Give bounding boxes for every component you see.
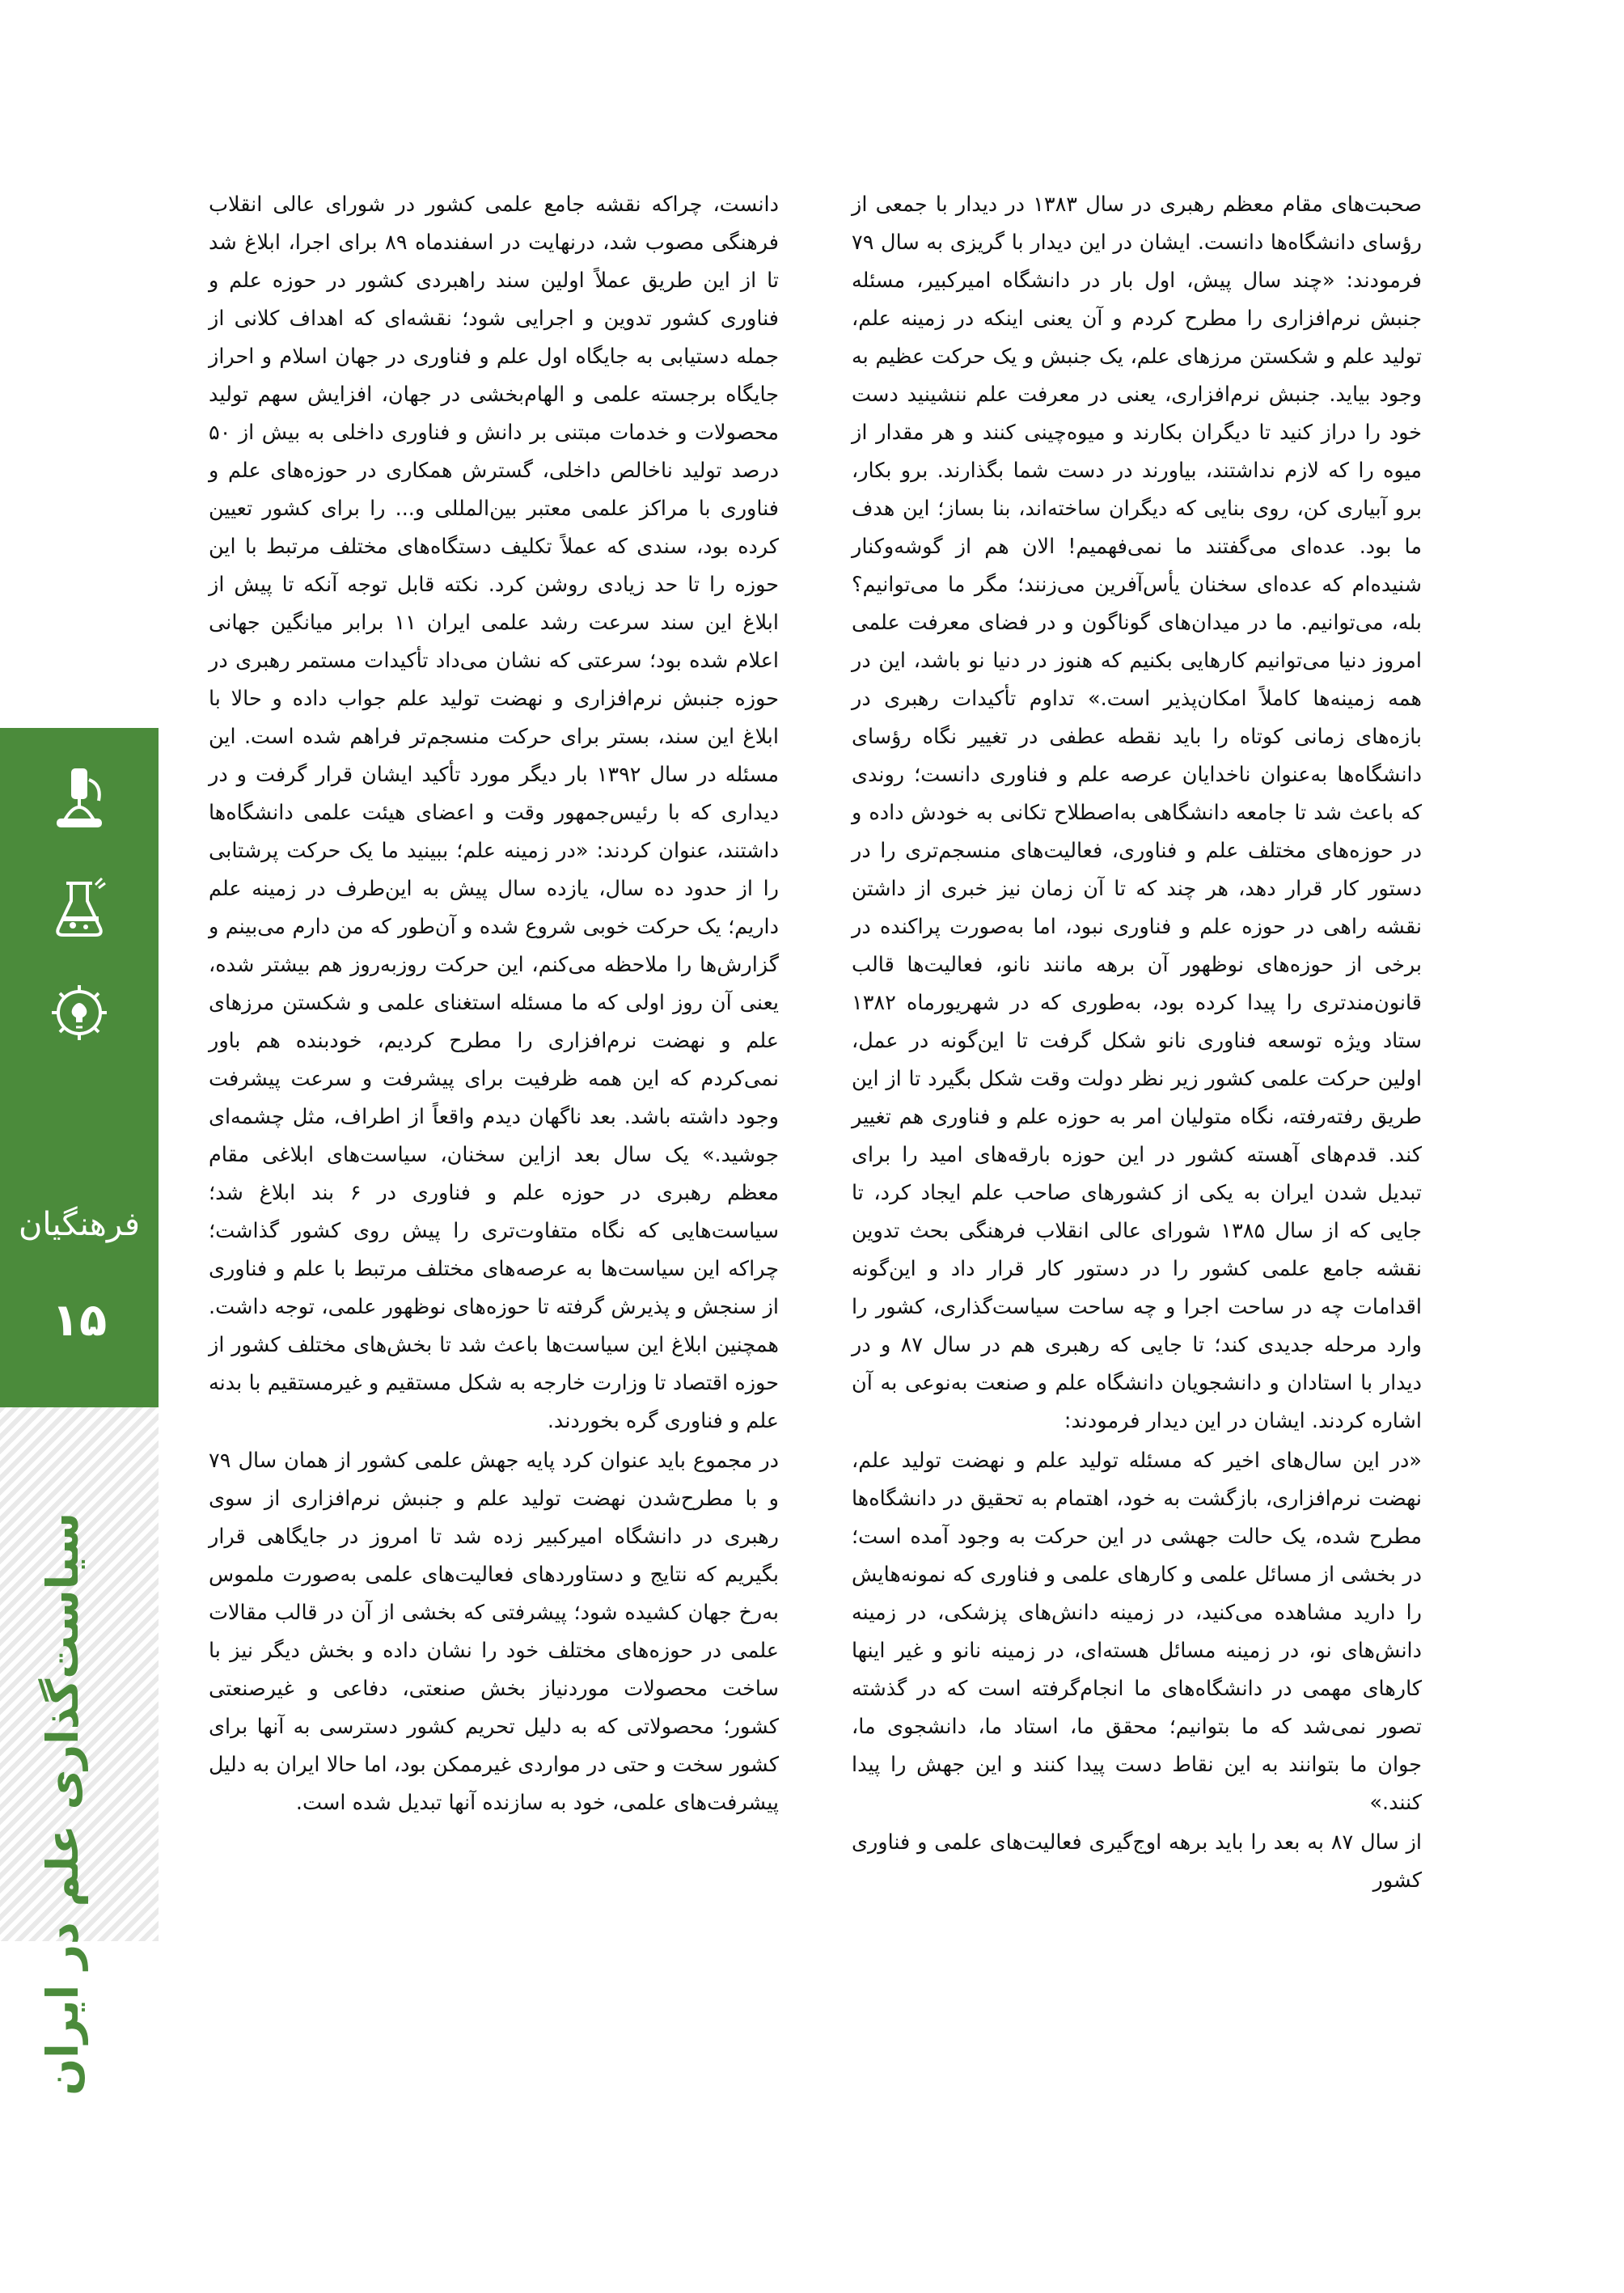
page-number: ۱۵ (51, 1294, 108, 1347)
column-right (852, 186, 1422, 1902)
paragraph: از سال ۸۷ به بعد را باید برهه اوج‌گیری فعالیت‌های علمی و فناوری کشور (852, 1830, 1422, 1893)
column-left (209, 186, 779, 1902)
paragraph: دانست، چراکه نقشه جامع علمی کشور در شورای عالی انقلاب فرهنگی مصوب شد، درنهایت در اسفندماه ۸۹ برای اجرا، ابلاغ شد تا از این طریق عملاً اولین سند راهبردی کشور در حوزه علم و فناوری کشور تدوین و اجرایی شود؛ نقشه‌ای که اهداف کلانی از جمله دستیابی به جایگاه اول علم و فناوری در جهان اسلام و احراز جایگاه برجسته علمی و الهام‌بخشی در جهان، افزایش سهم تولید محصولات و خدمات مبتنی بر دانش و فناوری داخلی به بیش از ۵۰ درصد تولید ناخالص داخلی، گسترش همکاری در حوزه‌های علم و فناوری با مراکز علمی معتبر بین‌المللی و... را برای کشور تعیین کرده بود، سندی که عملاً تکلیف دستگاه‌های مختلف مرتبط با این حوزه را تا حد زیادی روشن کرد. نکته قابل توجه آنکه تا پیش از ابلاغ این سند سرعت رشد علمی ایران ۱۱ برابر میانگین جهانی اعلام شده بود؛ سرعتی که نشان می‌داد تأکیدات مستمر رهبری در حوزه جنبش نرم‌افزاری و نهضت تولید علم جواب داده و حالا با ابلاغ این سند، بستر برای حرکت منسجم‌تر فراهم شده است. این مسئله در سال ۱۳۹۲ بار دیگر مورد تأکید ایشان قرار گرفت و در دیداری که با رئیس‌جمهور وقت و اعضای هیئت علمی دانشگاه‌ها داشتند، عنوان کردند: «در زمینه علم؛ ببینید ما یک حرکت پرشتابی را از حدود ده سال، یازده سال پیش به این‌طرف در زمینه علم داریم؛ یک حرکت خوبی شروع شده و آن‌طور که من دارم می‌بینم و گزارش‌ها را ملاحظه می‌کنم، این حرکت روزبه‌روز هم بیشتر شده، یعنی آن روز اولی که ما مسئله استغنای علمی و شکستن مرزهای علم و نهضت نرم‌افزاری را مطرح کردیم، خودبنده هم باور نمی‌کردم که این همه ظرفیت برای پیشرفت و سرعت پیشرفت وجود داشته باشد. بعد ناگهان دیدم واقعاً از اطراف، مثل چشمه‌ای جوشید.» یک سال بعد ازاین سخنان، سیاست‌های ابلاغی مقام معظم رهبری در حوزه علم و فناوری در ۶ بند ابلاغ شد؛ سیاست‌هایی که نگاه متفاوت‌تری را پیش روی کشور گذاشت؛ چراکه این سیاست‌ها به عرصه‌های مختلف مرتبط با علم و فناوری از سنجش و پذیرش گرفته تا حوزه‌های نوظهور علمی، توجه داشت. همچنین ابلاغ این سیاست‌ها باعث شد تا بخش‌های مختلف کشور از حوزه اقتصاد تا وزارت خارجه به شکل مستقیم و غیرمستقیم با بدنه علم و فناوری گره بخوردند. (209, 192, 779, 1433)
microscope-icon (37, 757, 121, 841)
gear-lightbulb-icon (37, 974, 121, 1058)
decorative-sidebar (0, 728, 159, 1601)
section-title: سیاست‌گذاری علم در ایران (37, 1512, 88, 2096)
brand-logo: فرهنگیان (18, 1206, 141, 1243)
paragraph: «در این سال‌های اخیر که مسئله تولید علم و نهضت تولید علم، نهضت نرم‌افزاری، بازگشت به خود، اهتمام به تحقیق در دانشگاه‌ها مطرح شده، یک حالت جهشی در این حرکت به وجود آمده است؛ در بخشی از مسائل علمی و کارهای علمی و فناوری که نمونه‌هایش را دارید مشاهده می‌کنید، در زمینه دانش‌های پزشکی، در زمینه دانش‌های نو، در زمینه مسائل هسته‌ای، در زمینه نانو و غیر اینها کارهای مهمی در دانشگاه‌های ما انجام‌گرفته است که در گذشته تصور نمی‌شد که ما بتوانیم؛ محقق ما، استاد ما، دانشجوی ما، جوان ما بتوانند به این نقاط دست پیدا کنند و این جهش را پیدا کنند.» (852, 1449, 1422, 1815)
paragraph: صحبت‌های مقام معظم رهبری در سال ۱۳۸۳ در دیدار با جمعی از رؤسای دانشگاه‌ها دانست. ایشان در این دیدار با گریزی به سال ۷۹ فرمودند: «چند سال پیش، اول بار در دانشگاه امیرکبیر، مسئله جنبش نرم‌افزاری را مطرح کردم و آن یعنی اینکه در زمینه علم، تولید علم و شکستن مرزهای علم، یک جنبش و یک حرکت عظیم به وجود بیاید. جنبش نرم‌افزاری، یعنی در معرفت علم ننشینید دست خود را دراز کنید تا دیگران بکارند و میوه‌چینی کنند و هر مقدار از میوه را که لازم نداشتند، بیاورند در دست شما بگذارند. برو بکار، برو آبیاری کن، روی بنایی که دیگران ساخته‌اند، بنا بساز؛ این هدف ما بود. عده‌ای می‌گفتند ما نمی‌فهمیم! الان هم از گوشه‌وکنار شنیده‌ام که عده‌ای سخنان یأس‌آفرین می‌زنند؛ مگر ما می‌توانیم؟ بله، می‌توانیم. ما در میدان‌های گوناگون و در فضای معرفت علمی امروز دنیا می‌توانیم کارهایی بکنیم که هنوز در دنیا نو باشد، این در همه زمینه‌ها کاملاً امکان‌پذیر است.» تداوم تأکیدات رهبری در بازه‌های زمانی کوتاه را باید نقطه عطفی در تغییر نگاه رؤسای دانشگاه‌ها به‌عنوان ناخدایان عرصه علم و فناوری دانست؛ روندی که باعث شد تا جامعه دانشگاهی به‌اصطلاح تکانی به خودش داده و در حوزه‌های مختلف علم و فناوری، فعالیت‌های منسجم‌تری را در دستور کار قرار دهد، هر چند که تا آن زمان نیز خبری از داشتن نقشه راهی در حوزه علم و فناوری نبود، اما به‌صورت پراکنده در برخی از حوزه‌های نوظهور آن برهه مانند نانو، فعالیت‌ها قالب قانون‌مندتری را پیدا کرده بود، به‌طوری که در شهریورماه ۱۳۸۲ ستاد ویژه توسعه فناوری نانو شکل گرفت تا این‌گونه در عمل، اولین حرکت علمی کشور زیر نظر دولت وقت شکل بگیرد تا از این طریق رفته‌رفته، نگاه متولیان امر به حوزه علم و فناوری هم تغییر کند. قدم‌های آهسته کشور در این حوزه بارقه‌های امید را برای تبدیل شدن ایران به یکی از کشورهای صاحب علم ایجاد کرد، تا جایی که از سال ۱۳۸۵ شورای عالی انقلاب فرهنگی بحث تدوین نقشه جامع علمی کشور را در دستور کار قرار داد و این‌گونه اقدامات چه در ساحت اجرا و چه ساحت سیاست‌گذاری، کشور را وارد مرحله جدیدی کند؛ تا جایی که رهبری هم در سال ۸۷ و در دیدار با استادان و دانشجویان دانشگاه علم و صنعت به‌نوعی به آن اشاره کردند. ایشان در این دیدار فرمودند: (852, 192, 1422, 1433)
flask-icon (37, 865, 121, 950)
paragraph: در مجموع باید عنوان کرد پایه جهش علمی کشور از همان سال ۷۹ و با مطرح‌شدن نهضت تولید علم و جنبش نرم‌افزاری از سوی رهبری در دانشگاه امیرکبیر زده شد تا امروز در جایگاهی قرار بگیریم که نتایج و دستاوردهای فعالیت‌های علمی به‌صورت ملموس به‌رخ جهان کشیده شود؛ پیشرفتی که بخشی از آن در قالب مقالات علمی در حوزه‌های مختلف خود را نشان داده و بخش دیگر نیز با ساخت محصولات موردنیاز بخش صنعتی، دفاعی و غیرصنعتی کشور؛ محصولاتی که به دلیل تحریم کشور دسترسی به آنها برای کشور سخت و حتی در مواردی غیرممکن بود، اما حالا ایران به دلیل پیشرفت‌های علمی، خود به سازنده آنها تبدیل شده است. (209, 1449, 779, 1815)
sidebar-icon-list (0, 728, 159, 1058)
article-body (209, 186, 1422, 1902)
